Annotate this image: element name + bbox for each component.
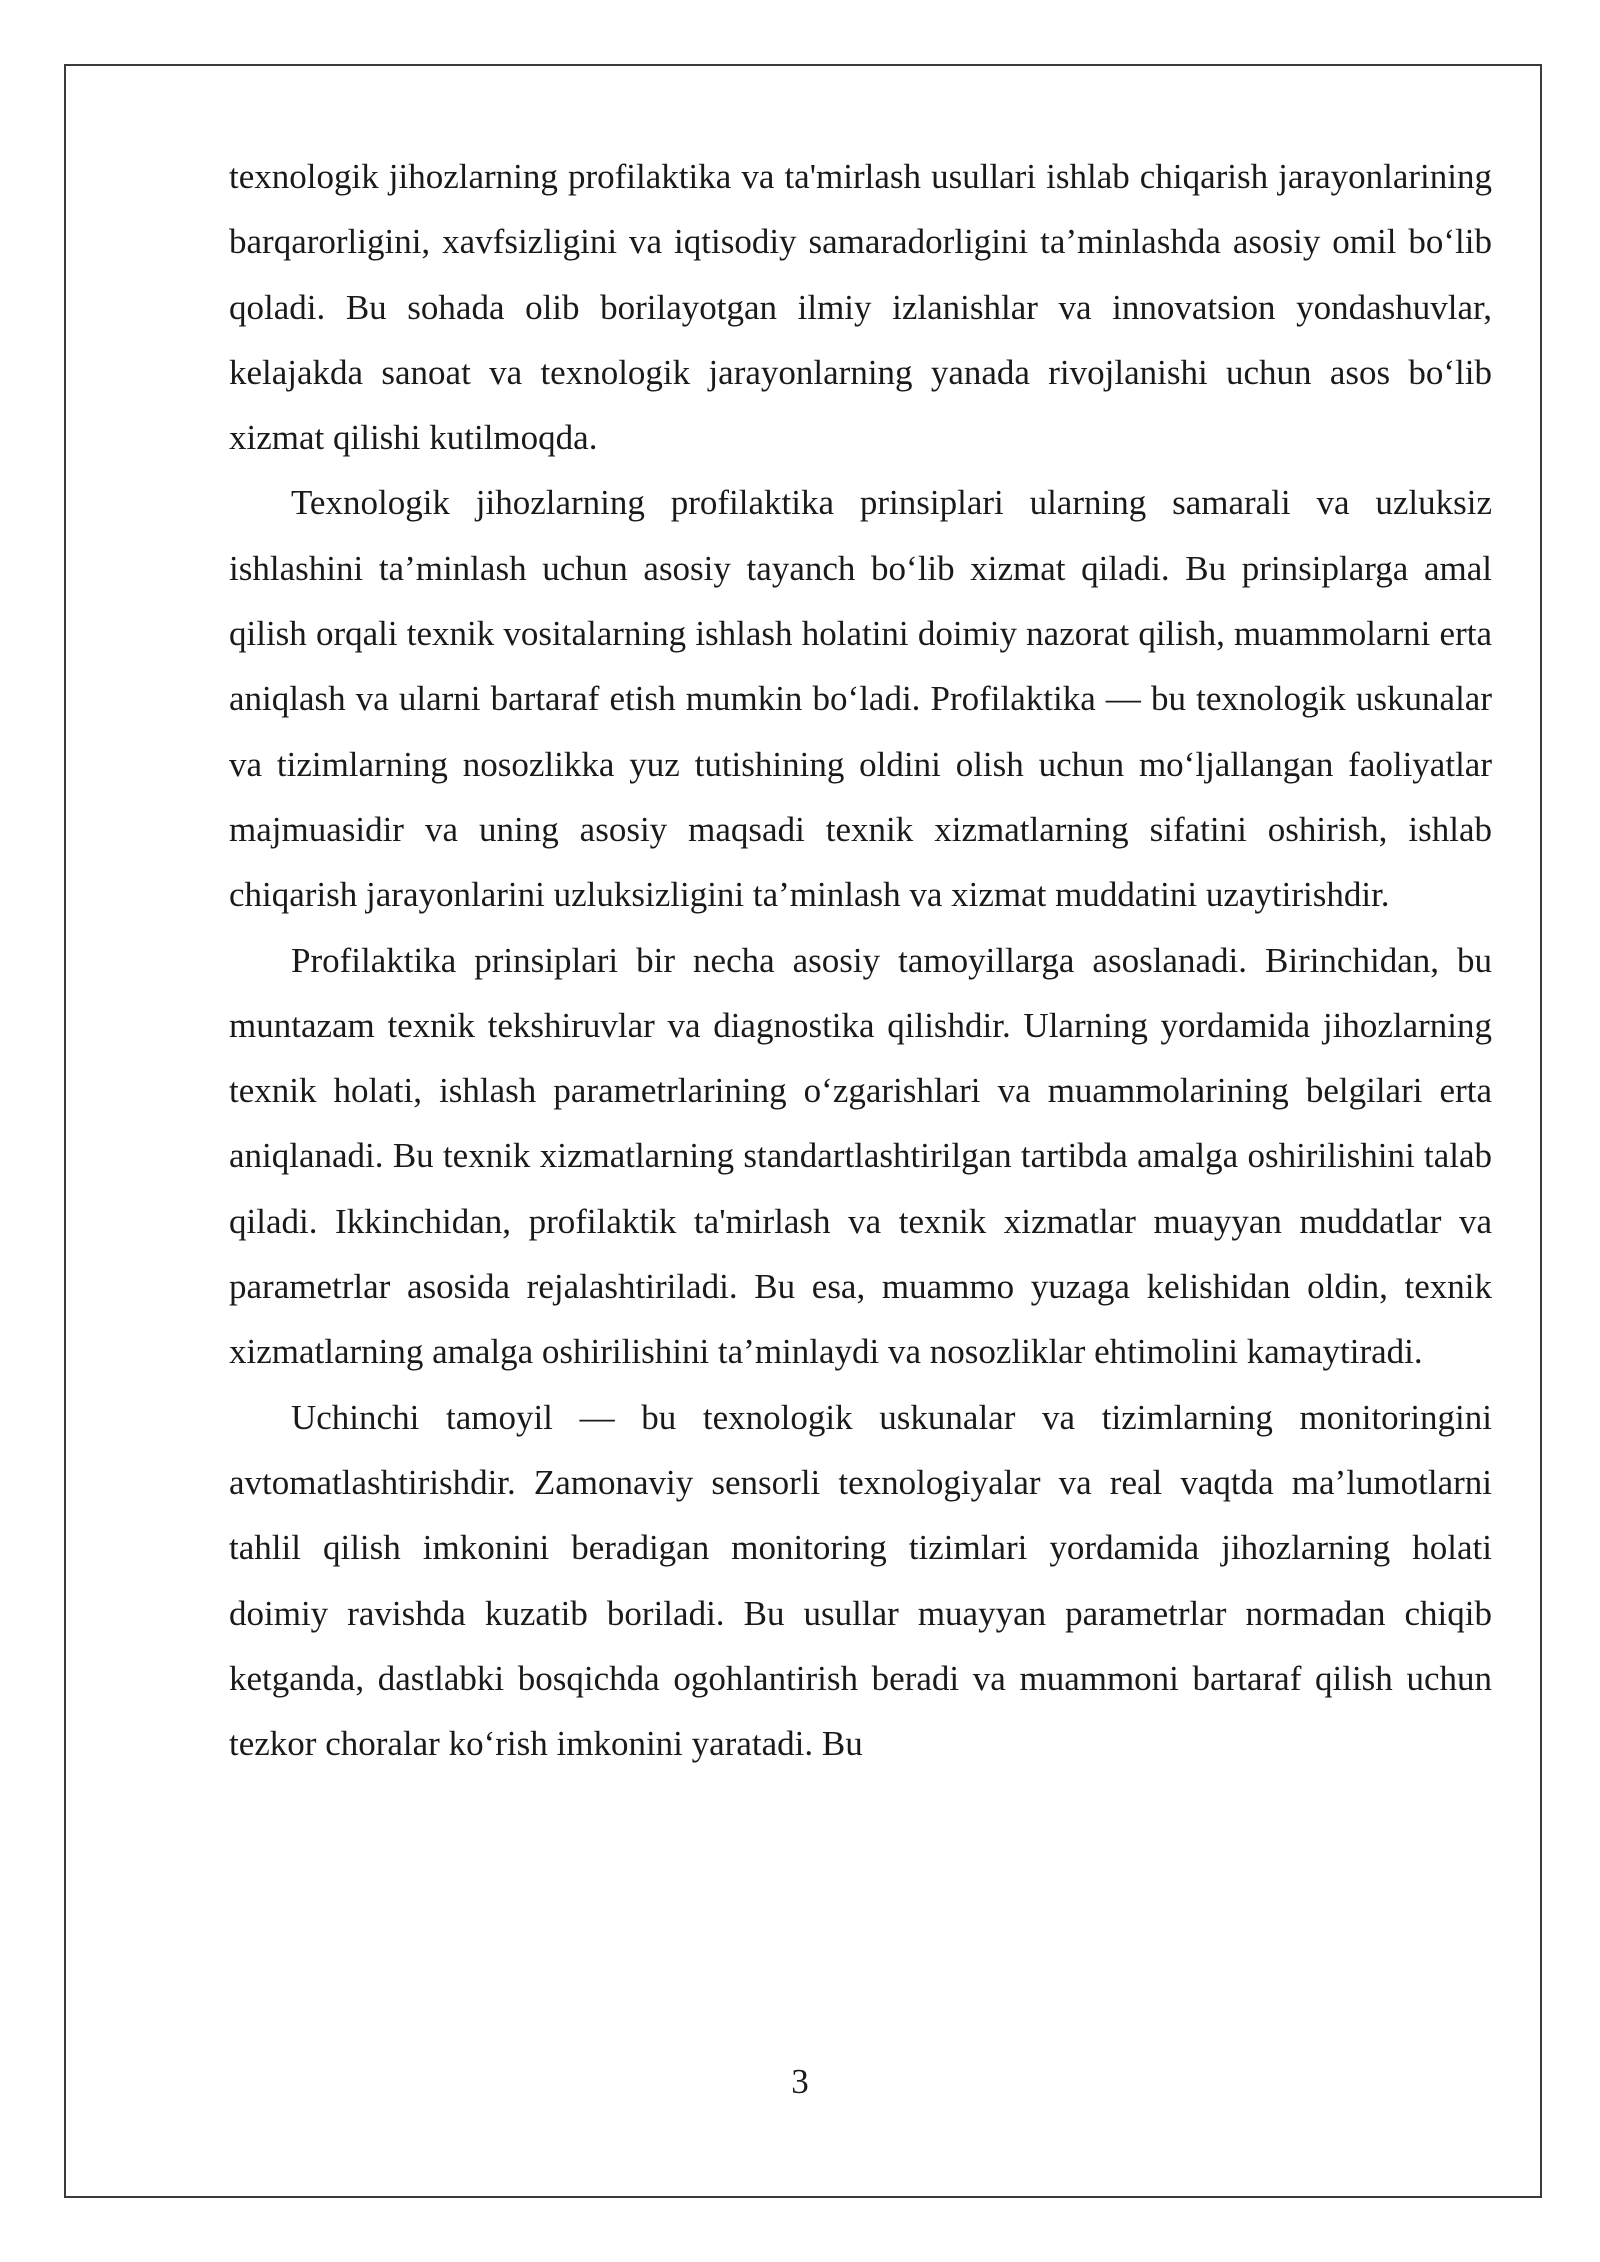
document-body <box>229 144 1492 1776</box>
page-number: 3 <box>791 2062 809 2101</box>
paragraph-continuation: texnologik jihozlarning profilaktika va ta'mirlash usullari ishlab chiqarish jarayonlarining barqarorligini, xavfsizligini va iqtisodiy samaradorligini ta’minlashda asosiy omil boʻlib qoladi. Bu sohada olib borilayotgan ilmiy izlanishlar va innovatsion yondashuvlar, kelajakda sanoat va texnologik jarayonlarning yanada rivojlanishi uchun asos boʻlib xizmat qilishi kutilmoqda. <box>229 157 1492 458</box>
paragraph-uchinchi-tamoyil: Uchinchi tamoyil — bu texnologik uskunalar va tizimlarning monitoringini avtomatlashtirishdir. Zamonaviy sensorli texnologiyalar va real vaqtda ma’lumotlarni tahlil qilish imkonini beradigan monitoring tizimlari yordamida jihozlarning holati doimiy ravishda kuzatib boriladi. Bu usullar muayyan parametrlar normadan chiqib ketganda, dastlabki bosqichda ogohlantirish beradi va muammoni bartaraf qilish uchun tezkor choralar koʻrish imkonini yaratadi. Bu <box>229 1397 1492 1764</box>
paragraph-asosiy-tamoyillar: Profilaktika prinsiplari bir necha asosiy tamoyillarga asoslanadi. Birinchidan, bu muntazam texnik tekshiruvlar va diagnostika qilishdir. Ularning yordamida jihozlarning texnik holati, ishlash parametrlarining oʻzgarishlari va muammolarining belgilari erta aniqlanadi. Bu texnik xizmatlarning standartlashtirilgan tartibda amalga oshirilishini talab qiladi. Ikkinchidan, profilaktik ta'mirlash va texnik xizmatlar muayyan muddatlar va parametrlar asosida rejalashtiriladi. Bu esa, muammo yuzaga kelishidan oldin, texnik xizmatlarning amalga oshirilishini ta’minlaydi va nosozliklar ehtimolini kamaytiradi. <box>229 940 1492 1372</box>
paragraph-profilaktika-prinsiplari: Texnologik jihozlarning profilaktika prinsiplari ularning samarali va uzluksiz ishlashini ta’minlash uchun asosiy tayanch boʻlib xizmat qiladi. Bu prinsiplarga amal qilish orqali texnik vositalarning ishlash holatini doimiy nazorat qilish, muammolarni erta aniqlash va ularni bartaraf etish mumkin boʻladi. Profilaktika — bu texnologik uskunalar va tizimlarning nosozlikka yuz tutishining oldini olish uchun moʻljallangan faoliyatlar majmuasidir va uning asosiy maqsadi texnik xizmatlarning sifatini oshirish, ishlab chiqarish jarayonlarini uzluksizligini ta’minlash va xizmat muddatini uzaytirishdir. <box>229 483 1492 915</box>
